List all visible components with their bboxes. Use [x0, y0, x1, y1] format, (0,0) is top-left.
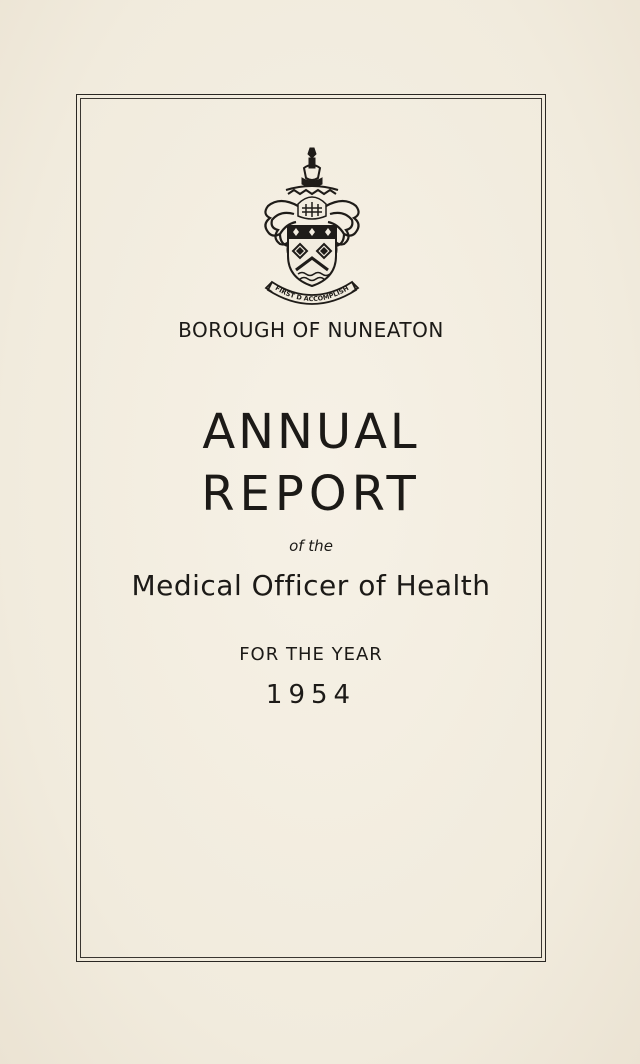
title-report: REPORT [201, 466, 421, 522]
subject-title: Medical Officer of Health [131, 569, 491, 602]
report-year: 1954 [265, 680, 357, 710]
coat-of-arms-icon [258, 146, 366, 306]
title-annual: ANNUAL [202, 404, 420, 460]
for-the-year-label: FOR THE YEAR [239, 644, 383, 665]
borough-name: BOROUGH OF NUNEATON [178, 318, 444, 342]
crest-motto: FIRST D ACCOMPLISH [273, 284, 351, 304]
of-the-text: of the [289, 537, 333, 555]
